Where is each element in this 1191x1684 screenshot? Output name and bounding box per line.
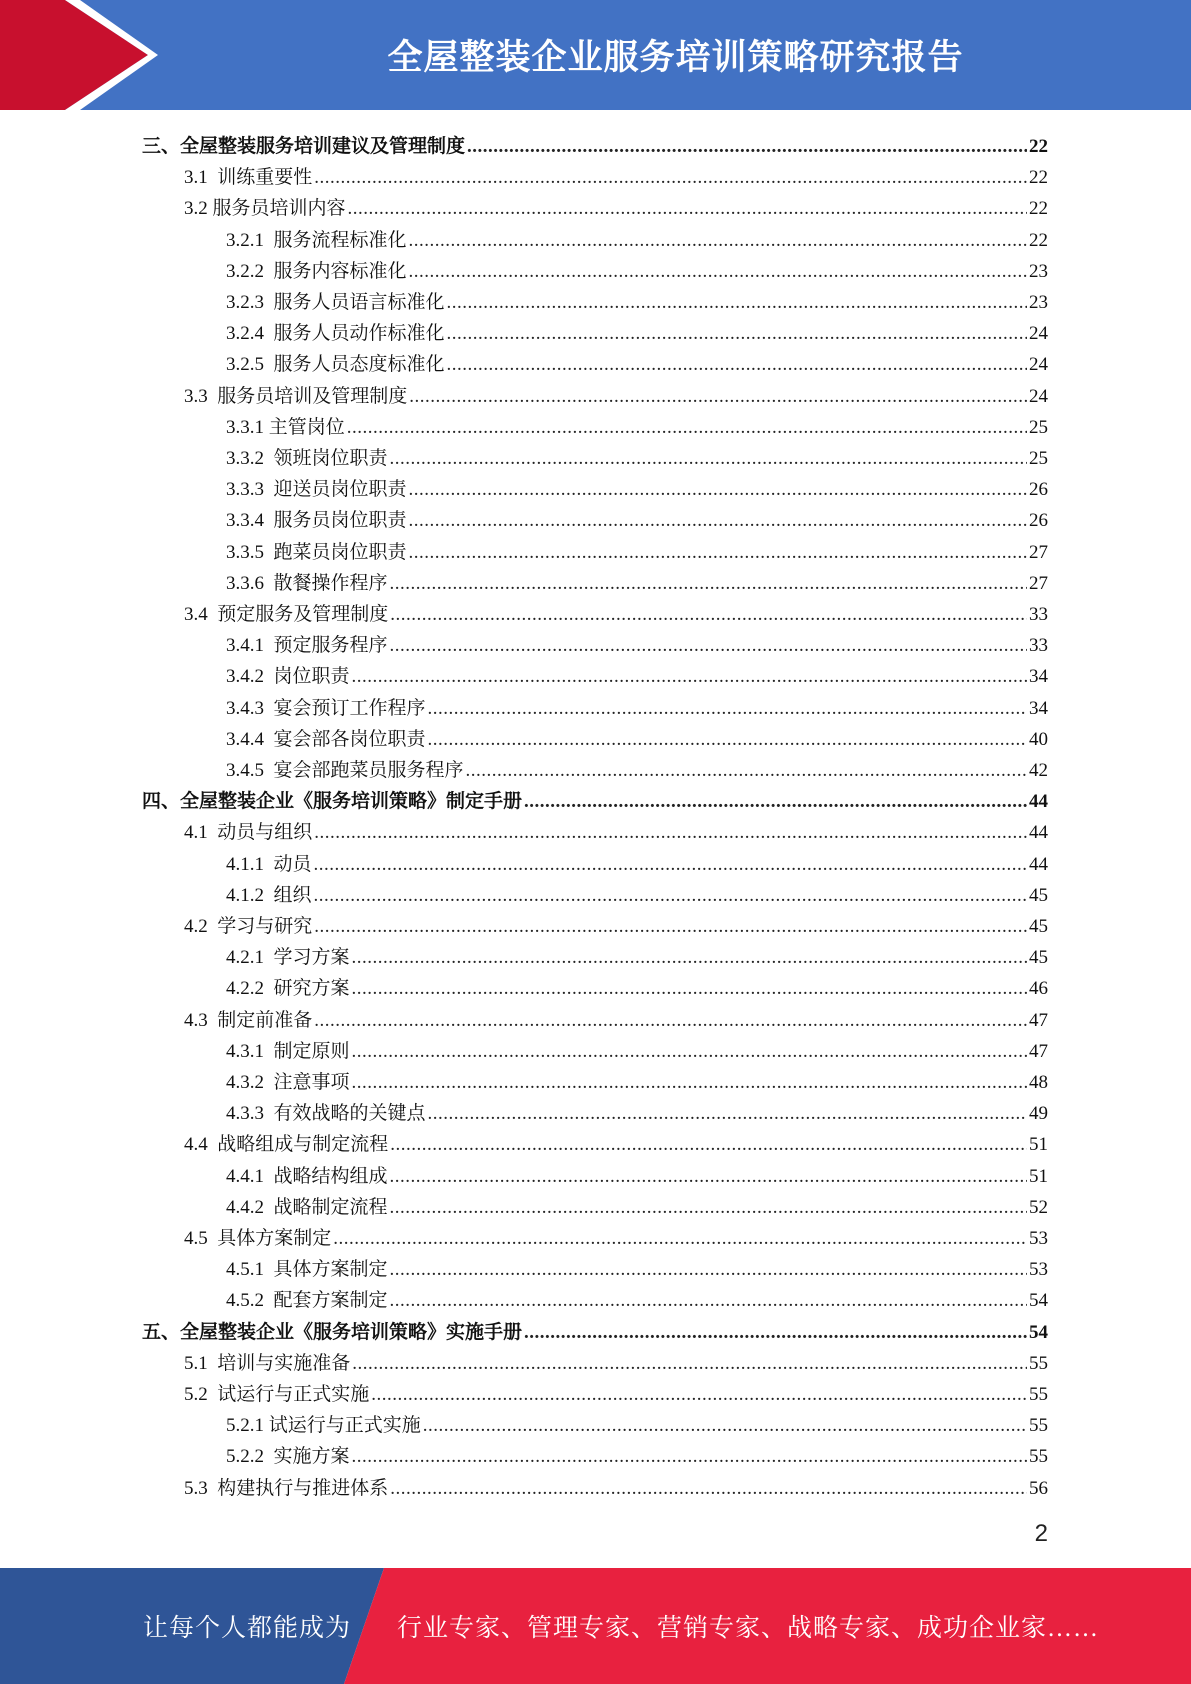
toc-entry[interactable] xyxy=(226,1251,1048,1282)
toc-entry-page: 55 xyxy=(1029,1352,1048,1374)
toc-entry[interactable] xyxy=(184,1470,1048,1501)
toc-entry[interactable] xyxy=(226,1438,1048,1469)
toc-entry[interactable] xyxy=(226,1095,1048,1126)
toc-entry-page: 45 xyxy=(1029,947,1048,969)
toc-entry-title: 4.3.3 有效战略的关键点 xyxy=(226,1103,426,1125)
toc-entry-page: 34 xyxy=(1029,697,1048,719)
toc-entry-page: 52 xyxy=(1029,1196,1048,1218)
toc-entry-page: 51 xyxy=(1029,1134,1048,1156)
toc-entry-title: 4.5.2 配套方案制定 xyxy=(226,1290,388,1312)
toc-entry[interactable] xyxy=(226,970,1048,1001)
toc-leader-dots xyxy=(409,541,1027,565)
toc-entry-page: 33 xyxy=(1029,604,1048,625)
toc-entry[interactable] xyxy=(226,658,1048,689)
toc-entry-title: 4.4 战略组成与制定流程 xyxy=(184,1134,389,1156)
toc-entry-title: 3.2 服务员培训内容 xyxy=(184,198,346,220)
toc-entry[interactable] xyxy=(184,190,1048,221)
page-footer xyxy=(0,1568,1191,1684)
toc-entry-page: 25 xyxy=(1029,448,1048,469)
toc-entry-page: 24 xyxy=(1029,385,1048,407)
toc-entry[interactable] xyxy=(184,1002,1048,1033)
toc-entry-title: 4.2 学习与研究 xyxy=(184,916,313,937)
toc-entry-title: 4.1.2 组织 xyxy=(226,884,312,906)
toc-entry[interactable] xyxy=(226,1407,1048,1438)
toc-entry[interactable] xyxy=(184,378,1048,409)
toc-entry-page: 55 xyxy=(1029,1415,1048,1437)
toc-entry[interactable] xyxy=(226,1033,1048,1064)
toc-leader-dots xyxy=(467,135,1027,159)
toc-leader-dots xyxy=(409,509,1027,533)
toc-entry-title: 3.4 预定服务及管理制度 xyxy=(184,604,389,625)
toc-entry[interactable] xyxy=(226,534,1048,565)
toc-entry-page: 22 xyxy=(1029,229,1048,251)
toc-entry-title: 3.3.4 服务员岗位职责 xyxy=(226,510,407,532)
toc-entry-title: 5.3 构建执行与推进体系 xyxy=(184,1477,389,1499)
toc-entry[interactable] xyxy=(226,752,1048,783)
toc-entry[interactable] xyxy=(226,877,1048,908)
toc-entry-title: 4.4.1 战略结构组成 xyxy=(226,1165,388,1187)
toc-entry-page: 33 xyxy=(1029,635,1048,657)
toc-leader-dots xyxy=(314,821,1027,845)
toc-leader-dots xyxy=(314,166,1027,190)
toc-entry[interactable] xyxy=(226,440,1048,471)
toc-entry-page: 24 xyxy=(1029,354,1048,376)
toc-leader-dots xyxy=(348,197,1027,221)
toc-leader-dots xyxy=(390,1289,1027,1313)
toc-entry-title: 四、全屋整装企业《服务培训策略》制定手册 xyxy=(142,791,523,813)
toc-entry-title: 5.2 试运行与正式实施 xyxy=(184,1384,370,1405)
toc-entry[interactable] xyxy=(226,1189,1048,1220)
toc-entry-title: 4.2.2 研究方案 xyxy=(226,978,350,1000)
toc-entry-title: 三、全屋整装服务培训建议及管理制度 xyxy=(142,136,466,157)
toc-leader-dots xyxy=(428,697,1027,721)
toc-entry-page: 48 xyxy=(1029,1072,1048,1093)
toc-entry-title: 4.5.1 具体方案制定 xyxy=(226,1259,388,1281)
toc-entry-page: 46 xyxy=(1029,978,1048,1000)
toc-leader-dots xyxy=(423,1414,1027,1438)
footer-slogan-right: 行业专家、管理专家、营销专家、战略专家、成功企业家…… xyxy=(397,1615,1100,1642)
toc-entry-page: 23 xyxy=(1029,292,1048,313)
toc-entry-page: 44 xyxy=(1029,791,1048,813)
toc-entry-page: 22 xyxy=(1029,167,1048,189)
toc-entry[interactable] xyxy=(226,721,1048,752)
toc-entry-page: 54 xyxy=(1029,1290,1048,1312)
toc-leader-dots xyxy=(333,1227,1027,1251)
toc-leader-dots xyxy=(352,1445,1027,1469)
toc-entry-page: 27 xyxy=(1029,572,1048,594)
toc-leader-dots xyxy=(352,977,1027,1001)
footer-slogan-left: 让每个人都能成为 xyxy=(143,1615,352,1642)
toc-entry-page: 22 xyxy=(1029,136,1048,157)
toc-leader-dots xyxy=(409,385,1027,409)
toc-entry-title: 3.2.5 服务人员态度标准化 xyxy=(226,354,445,376)
toc-leader-dots xyxy=(314,884,1027,908)
toc-entry-page: 24 xyxy=(1029,323,1048,345)
toc-leader-dots xyxy=(447,322,1027,346)
toc-leader-dots xyxy=(390,572,1027,596)
toc-leader-dots xyxy=(352,1352,1027,1376)
toc-leader-dots xyxy=(428,1102,1027,1126)
toc-entry[interactable] xyxy=(184,814,1048,845)
toc-entry[interactable] xyxy=(184,1345,1048,1376)
toc-entry[interactable] xyxy=(184,1376,1048,1407)
toc-leader-dots xyxy=(409,229,1027,253)
toc-entry-page: 40 xyxy=(1029,728,1048,750)
toc-entry[interactable] xyxy=(226,409,1048,440)
toc-entry-title: 4.3 制定前准备 xyxy=(184,1009,313,1031)
toc-entry-title: 4.4.2 战略制定流程 xyxy=(226,1196,388,1218)
toc-entry-page: 26 xyxy=(1029,479,1048,501)
toc-leader-dots xyxy=(371,1383,1027,1407)
header-title: 全屋整装企业服务培训策略研究报告 xyxy=(387,38,964,78)
toc-leader-dots xyxy=(390,1258,1027,1282)
toc-entry[interactable] xyxy=(226,471,1048,502)
toc-leader-dots xyxy=(314,853,1027,877)
toc-leader-dots xyxy=(352,665,1027,689)
toc-entry-title: 五、全屋整装企业《服务培训策略》实施手册 xyxy=(142,1321,523,1343)
toc-entry-page: 51 xyxy=(1029,1165,1048,1187)
toc-entry-title: 3.2.3 服务人员语言标准化 xyxy=(226,292,445,313)
toc-entry-page: 53 xyxy=(1029,1259,1048,1281)
toc-entry-title: 3.4.3 宴会预订工作程序 xyxy=(226,697,426,719)
toc-entry-page: 55 xyxy=(1029,1384,1048,1405)
toc-leader-dots xyxy=(447,353,1027,377)
toc-leader-dots xyxy=(352,1040,1027,1064)
toc-entry-page: 44 xyxy=(1029,822,1048,844)
toc-leader-dots xyxy=(390,1196,1027,1220)
toc-entry-page: 53 xyxy=(1029,1228,1048,1249)
toc-leader-dots xyxy=(447,291,1027,315)
toc-leader-dots xyxy=(352,946,1027,970)
toc-entry-page: 45 xyxy=(1029,884,1048,906)
toc-entry[interactable] xyxy=(184,908,1048,939)
toc-leader-dots xyxy=(390,603,1027,627)
toc-leader-dots xyxy=(390,1477,1027,1501)
toc-entry[interactable] xyxy=(184,159,1048,190)
toc-entry-title: 4.1 动员与组织 xyxy=(184,822,313,844)
toc-entry-title: 3.2.1 服务流程标准化 xyxy=(226,229,407,251)
toc-entry-page: 34 xyxy=(1029,666,1048,688)
toc-leader-dots xyxy=(428,728,1027,752)
toc-entry[interactable] xyxy=(226,690,1048,721)
toc-entry-title: 3.4.2 岗位职责 xyxy=(226,666,350,688)
toc-entry[interactable] xyxy=(226,1064,1048,1095)
toc-entry-page: 27 xyxy=(1029,541,1048,563)
toc-entry-title: 4.3.1 制定原则 xyxy=(226,1040,350,1062)
toc-entry-title: 3.2.4 服务人员动作标准化 xyxy=(226,323,445,345)
toc-entry-title: 3.3.1 主管岗位 xyxy=(226,416,345,438)
toc-entry-page: 42 xyxy=(1029,760,1048,781)
toc-entry[interactable] xyxy=(142,128,1048,159)
toc-entry-page: 47 xyxy=(1029,1040,1048,1062)
toc-entry-title: 5.2.1 试运行与正式实施 xyxy=(226,1415,421,1437)
toc-entry-title: 4.2.1 学习方案 xyxy=(226,947,350,969)
toc-leader-dots xyxy=(466,759,1027,783)
toc-entry-page: 55 xyxy=(1029,1446,1048,1468)
toc-entry-title: 3.4.4 宴会部各岗位职责 xyxy=(226,728,426,750)
toc-leader-dots xyxy=(390,447,1027,471)
toc-entry[interactable] xyxy=(142,1314,1048,1345)
toc-entry-title: 3.2.2 服务内容标准化 xyxy=(226,260,407,282)
toc-entry-page: 54 xyxy=(1029,1321,1048,1343)
toc-entry-title: 5.2.2 实施方案 xyxy=(226,1446,350,1468)
toc-entry[interactable] xyxy=(226,1282,1048,1313)
toc-entry[interactable] xyxy=(184,1220,1048,1251)
toc-entry-title: 3.1 训练重要性 xyxy=(184,167,313,189)
toc-entry-title: 3.4.5 宴会部跑菜员服务程序 xyxy=(226,760,464,781)
toc-leader-dots xyxy=(347,416,1027,440)
page-number: 2 xyxy=(1034,1520,1048,1547)
toc-entry-page: 22 xyxy=(1029,198,1048,220)
toc-entry-page: 44 xyxy=(1029,853,1048,875)
toc-leader-dots xyxy=(524,1321,1027,1345)
toc-leader-dots xyxy=(390,1133,1027,1157)
toc-leader-dots xyxy=(390,1165,1027,1189)
toc-entry-title: 3.3 服务员培训及管理制度 xyxy=(184,385,408,407)
toc-entry[interactable] xyxy=(226,939,1048,970)
toc-entry[interactable] xyxy=(226,565,1048,596)
toc-entry-title: 4.1.1 动员 xyxy=(226,853,312,875)
toc-entry-title: 3.3.2 领班岗位职责 xyxy=(226,448,388,469)
toc-entry[interactable] xyxy=(226,222,1048,253)
toc-entry[interactable] xyxy=(142,783,1048,814)
toc-entry-page: 47 xyxy=(1029,1009,1048,1031)
toc-entry-page: 23 xyxy=(1029,260,1048,282)
toc-entry[interactable] xyxy=(184,596,1048,627)
toc-leader-dots xyxy=(352,1071,1027,1095)
toc-leader-dots xyxy=(524,790,1027,814)
toc-entry[interactable] xyxy=(226,1158,1048,1189)
toc-leader-dots xyxy=(314,1009,1027,1033)
toc-entry-title: 3.3.6 散餐操作程序 xyxy=(226,572,388,594)
toc-entry-page: 56 xyxy=(1029,1477,1048,1499)
toc-entry-page: 49 xyxy=(1029,1103,1048,1125)
toc-entry-title: 4.3.2 注意事项 xyxy=(226,1072,350,1093)
toc-entry[interactable] xyxy=(226,502,1048,533)
toc-entry-page: 45 xyxy=(1029,916,1048,937)
page-header xyxy=(0,0,1191,110)
toc-entry-title: 3.3.3 迎送员岗位职责 xyxy=(226,479,407,501)
toc-entry-title: 3.4.1 预定服务程序 xyxy=(226,635,388,657)
toc-entry[interactable] xyxy=(226,284,1048,315)
toc-entry[interactable] xyxy=(226,253,1048,284)
toc-leader-dots xyxy=(409,478,1027,502)
toc-entry[interactable] xyxy=(226,846,1048,877)
toc-entry-title: 5.1 培训与实施准备 xyxy=(184,1352,351,1374)
toc-entry-page: 25 xyxy=(1029,416,1048,438)
toc-entry[interactable] xyxy=(184,1126,1048,1157)
toc-entry-title: 4.5 具体方案制定 xyxy=(184,1228,332,1249)
toc-leader-dots xyxy=(409,260,1027,284)
toc-entry[interactable] xyxy=(226,346,1048,377)
toc-entry-title: 3.3.5 跑菜员岗位职责 xyxy=(226,541,407,563)
toc-entry[interactable] xyxy=(226,627,1048,658)
toc-entry-page: 26 xyxy=(1029,510,1048,532)
toc-entry[interactable] xyxy=(226,315,1048,346)
toc-leader-dots xyxy=(390,634,1027,658)
toc-leader-dots xyxy=(314,915,1027,939)
